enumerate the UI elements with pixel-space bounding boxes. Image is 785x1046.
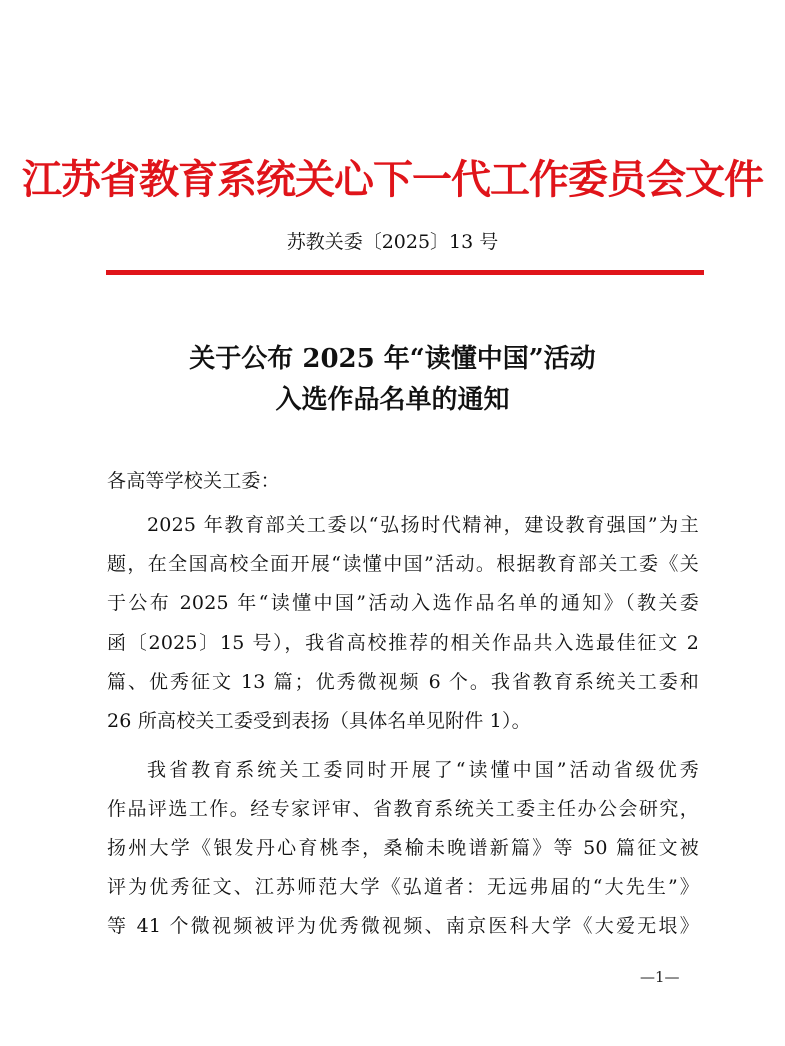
- document-number: 苏教关委〔2025〕13 号: [286, 231, 499, 253]
- paragraph-line: 篇、优秀征文 13 篇；优秀微视频 6 个。我省教育系统关工委和: [107, 671, 699, 693]
- red-separator-rule: [106, 270, 704, 275]
- paragraph-line: 我省教育系统关工委同时开展了“读懂中国”活动省级优秀: [147, 759, 699, 781]
- paragraph-line: 于公布 2025 年“读懂中国”活动入选作品名单的通知》（教关委: [107, 592, 699, 614]
- paragraph-line: 题，在全国高校全面开展“读懂中国”活动。根据教育部关工委《关: [107, 553, 699, 575]
- notice-title-line-2: 入选作品名单的通知: [275, 385, 510, 415]
- document-header-title: 江苏省教育系统关心下一代工作委员会文件: [22, 156, 763, 203]
- notice-title-line-1: 关于公布 2025 年“读懂中国”活动: [189, 344, 596, 374]
- paragraph-line: 等 41 个微视频被评为优秀微视频、南京医科大学《大爱无垠》: [107, 915, 699, 937]
- salutation: 各高等学校关工委：: [107, 470, 280, 492]
- paragraph-line: 作品评选工作。经专家评审、省教育系统关工委主任办公会研究，: [107, 798, 699, 820]
- paragraph-line: 评为优秀征文、江苏师范大学《弘道者：无远弗届的“大先生”》: [107, 876, 699, 898]
- paragraph-line: 函〔2025〕15 号），我省高校推荐的相关作品共入选最佳征文 2: [107, 632, 699, 654]
- page-number: —1—: [640, 968, 680, 986]
- paragraph-line: 26 所高校关工委受到表扬（具体名单见附件 1）。: [107, 710, 531, 732]
- paragraph-line: 2025 年教育部关工委以“弘扬时代精神，建设教育强国”为主: [147, 514, 699, 536]
- paragraph-line: 扬州大学《银发丹心育桃李，桑榆未晚谱新篇》等 50 篇征文被: [107, 837, 699, 859]
